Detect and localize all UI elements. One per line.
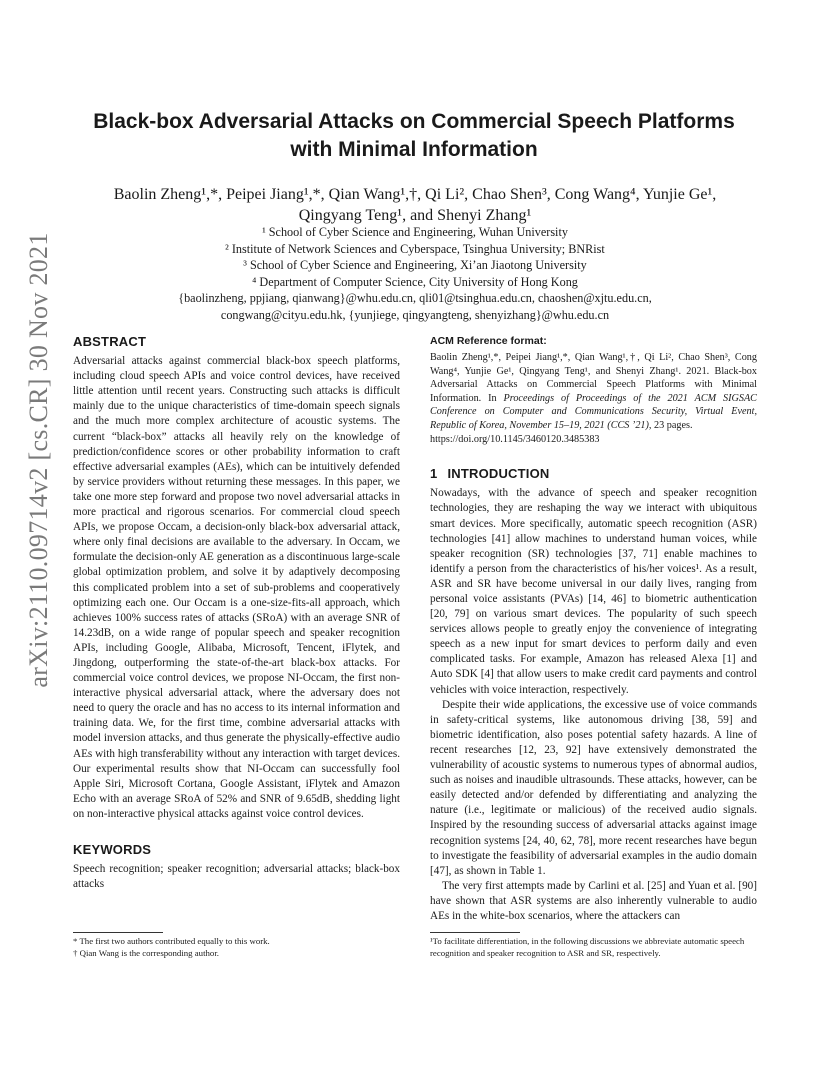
footnote-rule-right [430, 932, 520, 933]
footnote-corresponding-author: † Qian Wang is the corresponding author. [73, 947, 219, 958]
abstract-text: Adversarial attacks against commercial black-box speech platforms, including cloud speech APIs and voice control devices, have received little attention until recent years. Constructing such attacks is difficult mainly due to the unique characteristics of time-domain speech signals and the much more complex architecture of acoustic systems. The current “black-box” attacks all heavily rely on the knowledge of prediction/confidence scores or other probability information to craft effective adversarial examples (AEs), which can be intuitively defended by service providers without returning these messages. In this paper, we take one more step forward and propose two novel adversarial attacks in more practical and rigorous scenarios. For commercial cloud speech APIs, we propose Occam, a decision-only black-box adversarial attack, where only final decisions are available to the adversary. In Occam, we formulate the decision-only AE generation as a discontinuous large-scale global optimization problem, and solve it by adaptively decomposing this complicated problem into a set of sub-problems and cooperatively optimizing each one. Our Occam is a one-size-fits-all approach, which achieves 100% success rates of attacks (SRoA) with an average SNR of 14.23dB, on a wide range of popular speech and speaker recognition APIs, including Google, Alibaba, Microsoft, Tencent, iFlytek, and Jingdong, outperforming the state-of-the-art black-box attacks. For commercial voice control devices, we propose NI-Occam, the first non-interactive physical adversarial attack, where the adversary does not need to query the oracle and has no access to its internal information and training data. We, for the first time, combine adversarial attacks with model inversion attacks, and thus generate the physically-effective audio AEs with high transferability without any interaction with target devices. Our experimental results show that NI-Occam can successfully fool Apple Siri, Microsoft Cortana, Google Assistant, iFlytek and Amazon Echo with an average SRoA of 52% and SNR of 9.65dB, shedding light on non-interactive physical attacks against voice control devices. [73, 355, 400, 820]
acm-reference-pages: 23 pages. [651, 420, 693, 432]
emails-line-2: congwang@cityu.edu.hk, {yunjiege, qingyangteng, shenyizhang}@whu.edu.cn [220, 307, 610, 322]
footnote-right: ¹To facilitate differentiation, in the following discussions we abbreviate automatic speech recognition and speaker recognition to ASR and SR, respectively. [430, 936, 745, 958]
footnote-rule-left [73, 932, 163, 933]
affiliation-1: ¹ School of Cyber Science and Engineering, Wuhan University [262, 225, 568, 239]
emails-line-1: {baolinzheng, ppjiang, qianwang}@whu.edu.cn, qli01@tsinghua.edu.cn, chaoshen@xjtu.edu.cn, [178, 291, 652, 306]
affiliations [60, 224, 770, 324]
affiliation-4: ⁴ Department of Computer Science, City University of Hong Kong [252, 274, 578, 289]
acm-reference-doi-link[interactable]: https://doi.org/10.1145/3460120.3485383 [430, 433, 600, 445]
intro-paragraph-2: Despite their wide applications, the excessive use of voice commands in safety-critical systems, like autonomous driving [38, 59] and biometric identification, also poses potential safety hazards. A line of recent researches [12, 23, 92] have extensively demonstrated the vulnerability of acoustic systems to numerous types of abnormal audios, such as noises and inaudible ultrasounds. These attacks, however, can be easily detected and/or defended by differentiating and analyzing the nature (i.e., legitimate or malicious) of the received audio signals. Inspired by the resounding success of adversarial attacks against image recognition systems [24, 40, 62, 78], more recent researches have begun to investigate the feasibility of adversarial examples in the audio domain [47], as shown in Table 1. [430, 698, 757, 877]
authors-line-2: Qingyang Teng¹, and Shenyi Zhang¹ [298, 207, 532, 224]
acm-reference-authors: Baolin Zheng¹,*, Peipei Jiang¹,*, Qian Wang¹,†, Qi Li², Chao Shen³, Cong Wang⁴, Yunjie Ge¹, Qingyang Teng¹, and Shenyi Zhang¹. 2021. Black-box Adversarial Attacks on Commercial Speech Platforms with Minimal Information. In [430, 352, 757, 404]
intro-paragraph-3: The very first attempts made by Carlini et al. [25] and Yuan et al. [90] have shown that ASR systems are also inherently vulnerable to audio AEs in the white-box scenarios, where the attackers can [430, 879, 757, 922]
authors-line-1: Baolin Zheng¹,*, Peipei Jiang¹,*, Qian Wang¹,†, Qi Li², Chao Shen³, Cong Wang⁴, Yunjie Ge¹, [113, 186, 717, 203]
right-column [430, 334, 757, 924]
intro-paragraph-1: Nowadays, with the advance of speech and speaker recognition technologies, they are reshaping the way we interact with ubiquitous smart devices. More specifically, automatic speech recognition (ASR) technologies [41] allow machines to understand human voices, while speaker recognition (SR) technologies [37, 71] enable machines to identify a person from the characteristics of his/her voices¹. As a result, ASR and SR have become universal in our daily lives, ranging from personal voice assistants (PVAs) [14, 46] to biometric authentication [20, 79] on various smart devices. The popularity of such speech services allows people to greatly enjoy the convenience of integrating speech as a new input for smart devices to perform daily and even complicated tasks. For example, Amazon has released Alexa [1] and Auto SDK [4] that allow users to make credit card payments and control vehicles with voice interaction, respectively. [430, 487, 757, 696]
acm-reference-body [430, 351, 757, 446]
affiliation-2: ² Institute of Network Sciences and Cyberspace, Tsinghua University; BNRist [225, 241, 605, 256]
paper-title [60, 108, 768, 164]
footnote-equal-contribution: * The first two authors contributed equally to this work. [73, 936, 270, 946]
affiliation-3: ³ School of Cyber Science and Engineering, Xi’an Jiaotong University [243, 258, 587, 273]
acm-reference-venue: Proceedings of Proceedings of the 2021 ACM SIGSAC Conference on Computer and Communications Security, Virtual Event, Republic of Korea, November 15–19, 2021 (CCS ’21), [430, 392, 757, 432]
keywords-text: Speech recognition; speaker recognition; adversarial attacks; black-box attacks [73, 863, 400, 891]
abstract-heading: ABSTRACT [73, 334, 147, 349]
introduction-heading [430, 466, 757, 481]
arxiv-identifier: arXiv:2110.09714v2 [cs.CR] 30 Nov 2021 [24, 232, 53, 688]
section-title: INTRODUCTION [447, 466, 550, 482]
footnotes-left [73, 936, 400, 959]
title-line-1: Black-box Adversarial Attacks on Commercial Speech Platforms [93, 110, 735, 133]
title-line-2: with Minimal Information [290, 138, 538, 161]
acm-reference-heading: ACM Reference format: [430, 335, 547, 347]
arxiv-sidebar [14, 200, 64, 720]
left-column [73, 334, 400, 892]
keywords-heading: KEYWORDS [73, 842, 152, 857]
author-list [70, 184, 760, 226]
section-number: 1 [430, 466, 438, 482]
